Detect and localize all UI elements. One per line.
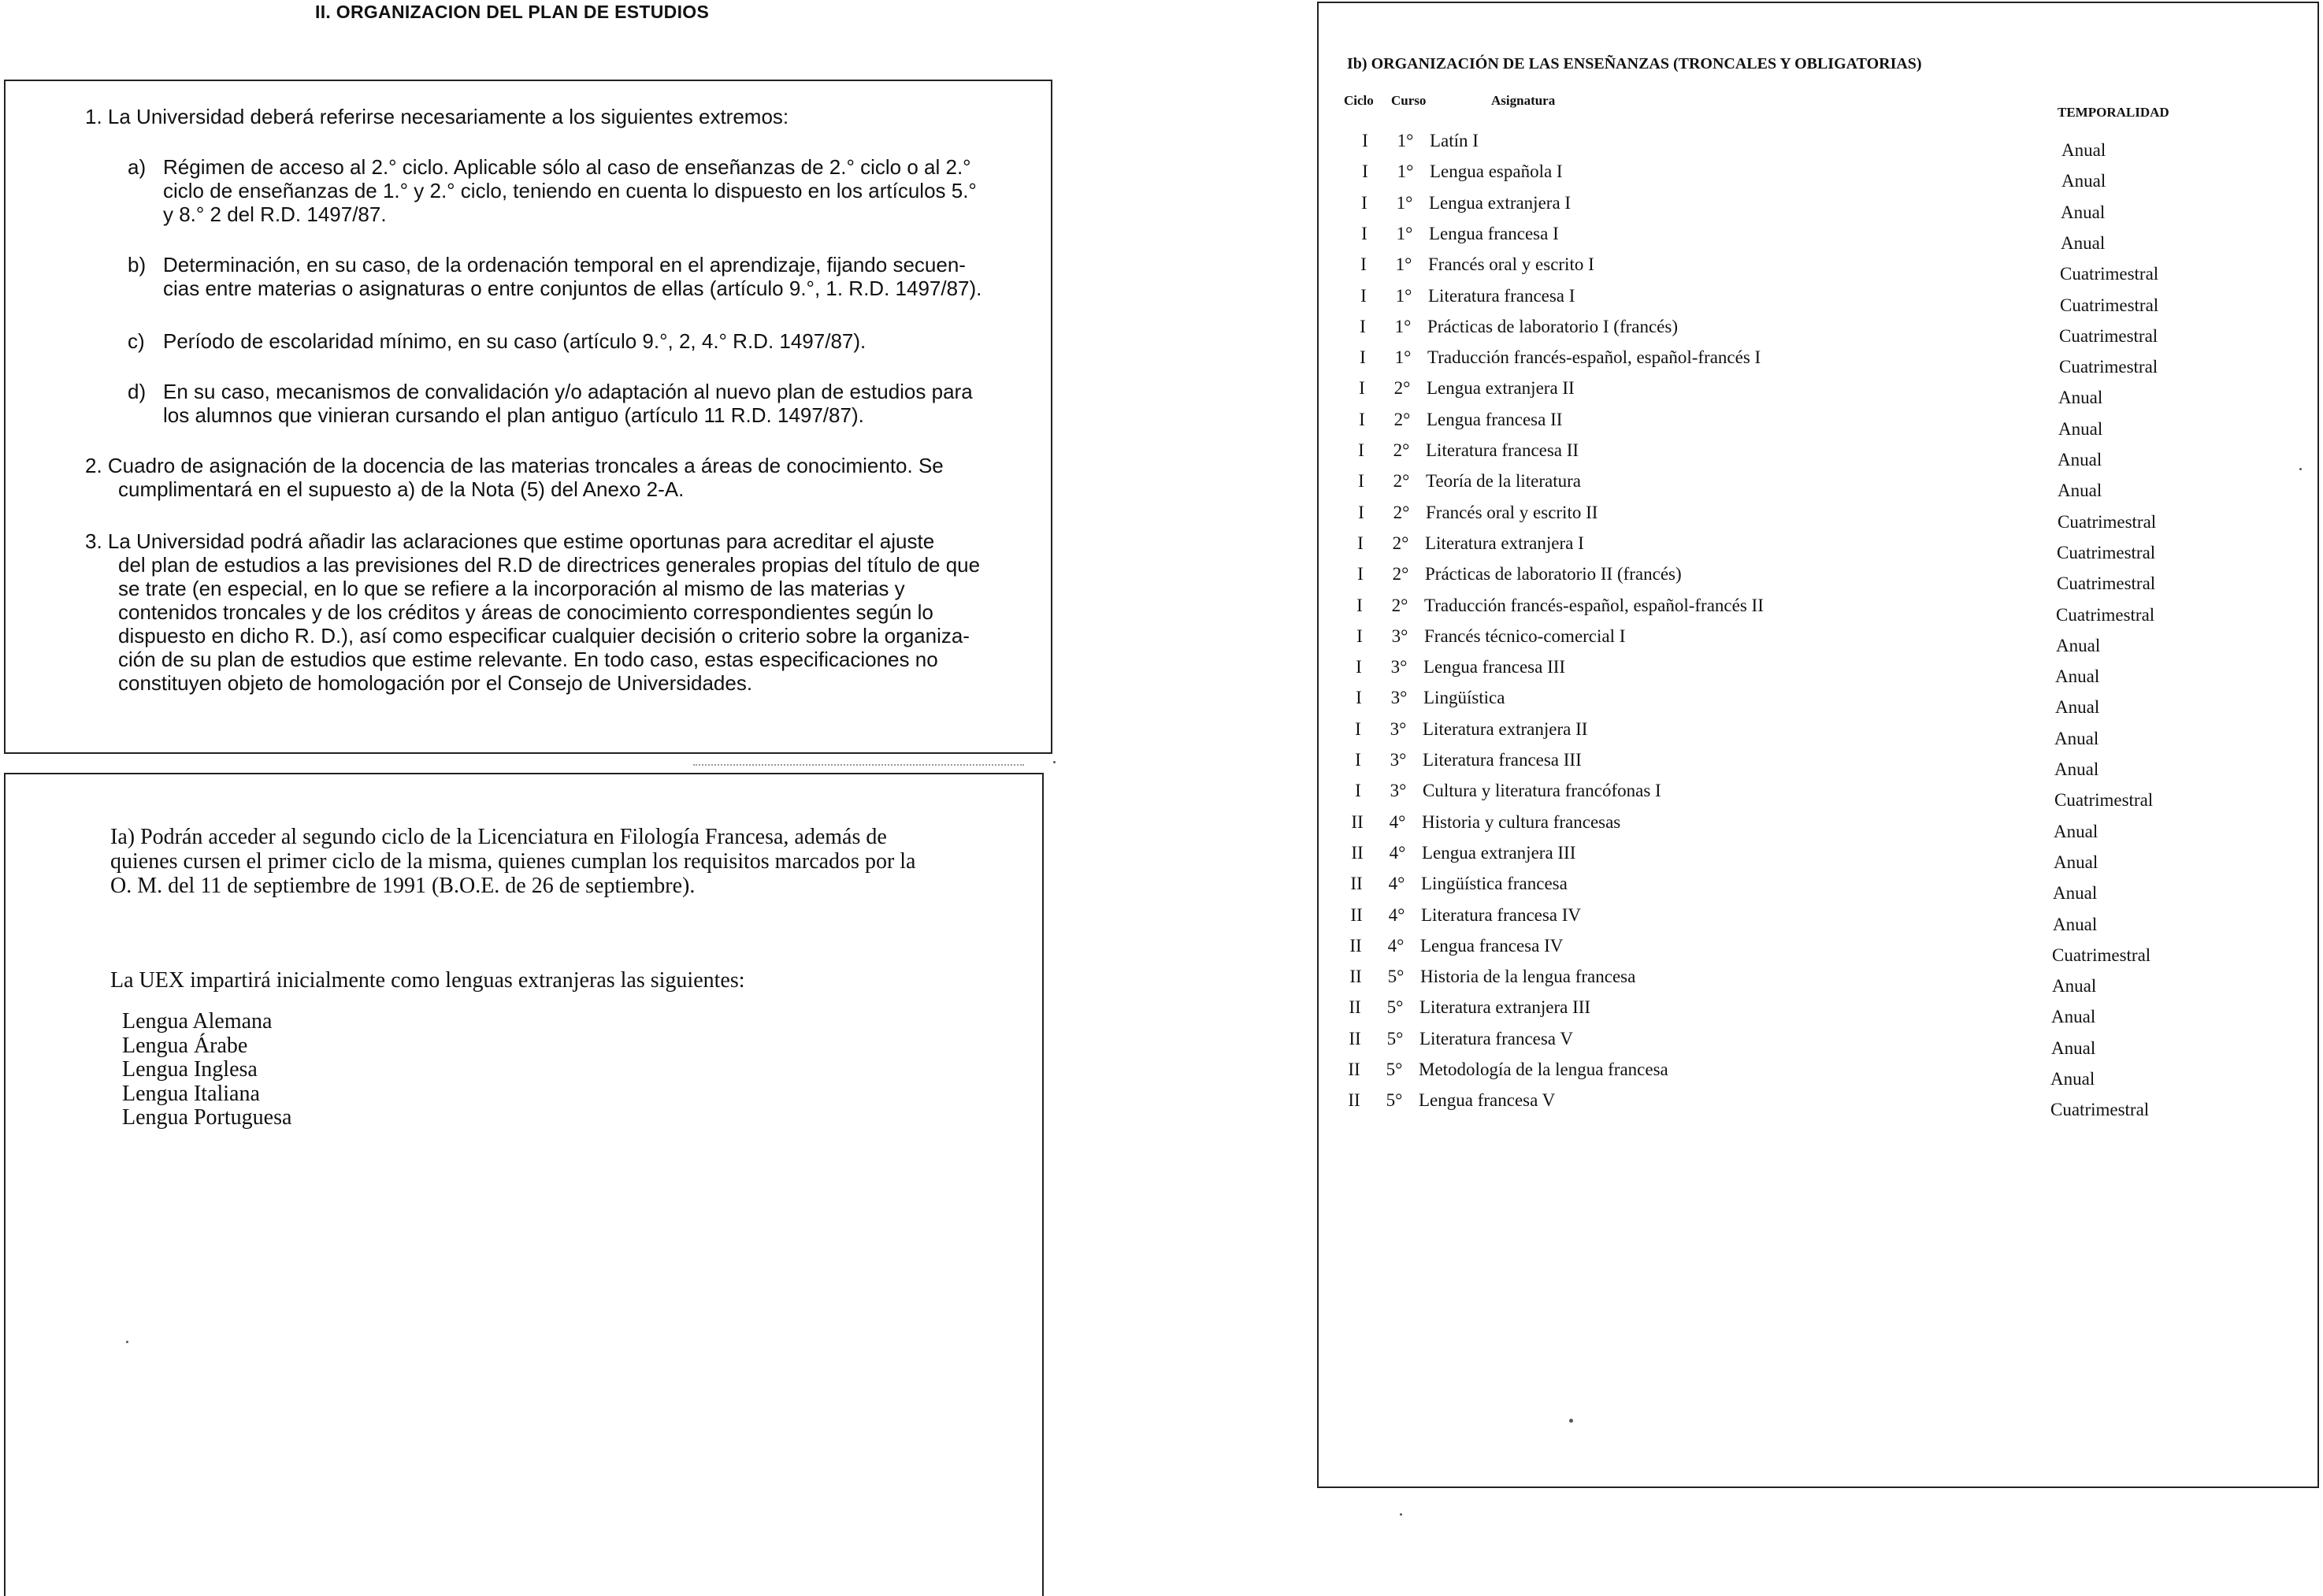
- scan-speck: [2299, 468, 2302, 470]
- table-cell-temporalidad: Anual: [2061, 171, 2106, 191]
- note-1-intro: 1. La Universidad deberá referirse necesariamente a los siguientes extremos:: [85, 105, 789, 128]
- table-cell-temporalidad: Anual: [2056, 635, 2101, 655]
- table-cell-asignatura: Historia de la lengua francesa: [1420, 967, 1636, 987]
- table-cell-asignatura: Cultura y literatura francófonas I: [1423, 781, 1661, 801]
- scan-speck: [1053, 761, 1056, 763]
- table-cell-temporalidad: Anual: [2052, 976, 2097, 997]
- table-cell-ciclo: I: [1362, 161, 1368, 182]
- table-cell-curso: 4°: [1387, 935, 1405, 956]
- table-cell-asignatura: Literatura francesa V: [1419, 1028, 1573, 1049]
- table-cell-temporalidad: Anual: [2050, 1069, 2095, 1089]
- note-a-line: Régimen de acceso al 2.° ciclo. Aplicable sólo al caso de enseñanzas de 2.° ciclo o al 2.°: [163, 155, 971, 179]
- table-cell-curso: 5°: [1387, 967, 1405, 987]
- table-cell-asignatura: Latín I: [1430, 131, 1479, 150]
- note-a-line: y 8.° 2 del R.D. 1497/87.: [163, 202, 387, 226]
- header-temporalidad: TEMPORALIDAD: [2058, 105, 2169, 120]
- table-cell-ciclo: II: [1349, 935, 1362, 956]
- table-cell-temporalidad: Anual: [2053, 883, 2098, 904]
- table-cell-curso: 1°: [1394, 316, 1412, 336]
- table-cell-curso: 1°: [1397, 131, 1414, 150]
- table-cell-temporalidad: Anual: [2054, 821, 2098, 841]
- table-cell-temporalidad: Cuatrimestral: [2056, 604, 2155, 625]
- table-cell-asignatura: Lengua francesa II: [1427, 409, 1563, 429]
- note-d-line: los alumnos que vinieran cursando el plan antiguo (artículo 11 R.D. 1497/87).: [163, 403, 864, 427]
- table-cell-curso: 5°: [1386, 997, 1404, 1018]
- table-cell-temporalidad: Anual: [2055, 666, 2100, 687]
- table-cell-curso: 1°: [1395, 254, 1412, 275]
- scan-speck: [1569, 1419, 1573, 1423]
- table-cell-ciclo: II: [1351, 842, 1364, 863]
- note-b-line: Determinación, en su caso, de la ordenación temporal en el aprendizaje, fijando secuen-: [163, 253, 966, 277]
- table-cell-ciclo: I: [1355, 781, 1361, 801]
- table-cell-temporalidad: Cuatrimestral: [2050, 1100, 2150, 1120]
- table-cell-asignatura: Lengua extranjera III: [1422, 842, 1576, 863]
- table-cell-ciclo: I: [1356, 595, 1363, 615]
- table-cell-temporalidad: Cuatrimestral: [2060, 295, 2159, 315]
- table-cell-asignatura: Francés oral y escrito I: [1428, 254, 1594, 275]
- language-item: Lengua Alemana: [122, 1009, 273, 1034]
- table-cell-ciclo: I: [1355, 718, 1361, 739]
- note-c-line: Período de escolaridad mínimo, en su caso (artículo 9.°, 2, 4.° R.D. 1497/87).: [163, 329, 866, 353]
- table-cell-curso: 4°: [1388, 904, 1405, 925]
- table-cell-ciclo: I: [1358, 471, 1364, 492]
- table-cell-curso: 2°: [1392, 533, 1409, 553]
- note-a-label: a): [128, 155, 147, 179]
- table-cell-ciclo: I: [1359, 409, 1365, 429]
- table-cell-curso: 2°: [1393, 378, 1411, 399]
- language-item: Lengua Italiana: [122, 1081, 260, 1106]
- table-cell-temporalidad: Anual: [2055, 697, 2100, 718]
- table-cell-ciclo: I: [1356, 657, 1362, 677]
- table-cell-curso: 1°: [1397, 161, 1414, 182]
- table-cell-ciclo: II: [1350, 874, 1363, 894]
- table-cell-temporalidad: Anual: [2051, 1037, 2096, 1058]
- table-cell-curso: 3°: [1390, 688, 1408, 708]
- table-cell-temporalidad: Anual: [2058, 418, 2103, 439]
- note-3-line: 3. La Universidad podrá añadir las aclaraciones que estime oportunas para acreditar el ajuste: [85, 529, 935, 553]
- table-cell-ciclo: I: [1355, 750, 1361, 770]
- table-cell-asignatura: Traducción francés-español, español-francés I: [1427, 347, 1761, 368]
- table-cell-temporalidad: Cuatrimestral: [2054, 790, 2154, 811]
- table-cell-curso: 2°: [1393, 440, 1410, 460]
- table-cell-asignatura: Literatura extranjera II: [1423, 718, 1588, 739]
- table-cell-asignatura: Lengua francesa III: [1423, 657, 1566, 677]
- note-2-line: cumplimentará en el supuesto a) de la Nota (5) del Anexo 2-A.: [118, 477, 685, 501]
- note-3-line: ción de su plan de estudios que estime relevante. En todo caso, estas especificaciones no: [118, 648, 938, 671]
- table-cell-curso: 2°: [1393, 502, 1410, 522]
- note-c-label: c): [128, 329, 145, 353]
- access-paragraph-line: Ia) Podrán acceder al segundo ciclo de la Licenciatura en Filología Francesa, además de: [110, 825, 887, 849]
- table-cell-asignatura: Literatura extranjera I: [1425, 533, 1584, 553]
- table-cell-curso: 5°: [1386, 1090, 1403, 1111]
- language-item: Lengua Inglesa: [122, 1057, 258, 1082]
- table-cell-asignatura: Prácticas de laboratorio I (francés): [1427, 316, 1679, 336]
- note-d-line: En su caso, mecanismos de convalidación y/o adaptación al nuevo plan de estudios para: [163, 380, 973, 403]
- access-paragraph-line: O. M. del 11 de septiembre de 1991 (B.O.E. de 26 de septiembre).: [110, 874, 696, 898]
- table-cell-curso: 4°: [1389, 842, 1406, 863]
- table-cell-asignatura: Historia y cultura francesas: [1422, 811, 1621, 832]
- table-cell-asignatura: Traducción francés-español, español-francés II: [1424, 595, 1764, 615]
- table-cell-temporalidad: Cuatrimestral: [2059, 325, 2158, 346]
- table-cell-curso: 1°: [1395, 285, 1412, 306]
- table-cell-ciclo: II: [1349, 967, 1362, 987]
- language-item: Lengua Portuguesa: [122, 1105, 292, 1130]
- table-cell-temporalidad: Anual: [2058, 481, 2102, 501]
- table-cell-curso: 3°: [1391, 625, 1408, 646]
- table-cell-asignatura: Metodología de la lengua francesa: [1419, 1060, 1668, 1079]
- table-cell-asignatura: Lengua francesa I: [1429, 223, 1559, 243]
- table-cell-temporalidad: Cuatrimestral: [2058, 511, 2157, 532]
- page-title: II. ORGANIZACION DEL PLAN DE ESTUDIOS: [315, 2, 710, 22]
- table-cell-temporalidad: Cuatrimestral: [2060, 264, 2159, 284]
- table-cell-ciclo: I: [1361, 192, 1367, 213]
- table-cell-curso: 5°: [1386, 1028, 1404, 1049]
- table-cell-temporalidad: Anual: [2054, 852, 2098, 872]
- table-cell-ciclo: II: [1349, 997, 1361, 1018]
- table-cell-curso: 1°: [1396, 192, 1413, 213]
- table-cell-asignatura: Francés oral y escrito II: [1426, 502, 1598, 522]
- table-cell-ciclo: I: [1356, 625, 1363, 646]
- table-cell-curso: 2°: [1392, 564, 1409, 585]
- table-cell-asignatura: Literatura extranjera III: [1419, 997, 1591, 1018]
- table-cell-ciclo: II: [1348, 1060, 1360, 1079]
- table-cell-asignatura: Lengua española I: [1430, 161, 1563, 182]
- table-cell-temporalidad: Anual: [2053, 914, 2098, 934]
- note-3-line: se trate (en especial, en lo que se refiere a la incorporación al mismo de las materias y: [118, 577, 905, 600]
- table-cell-ciclo: I: [1358, 502, 1364, 522]
- table-cell-curso: 3°: [1390, 657, 1408, 677]
- header-asignatura: Asignatura: [1491, 93, 1556, 108]
- note-3-line: constituyen objeto de homologación por el Consejo de Universidades.: [118, 671, 753, 695]
- table-cell-curso: 4°: [1389, 811, 1406, 832]
- table-cell-temporalidad: Anual: [2058, 450, 2102, 470]
- languages-intro: La UEX impartirá inicialmente como lenguas extranjeras las siguientes:: [110, 968, 745, 993]
- table-cell-asignatura: Literatura francesa III: [1423, 750, 1582, 770]
- table-cell-curso: 4°: [1388, 874, 1405, 894]
- table-cell-temporalidad: Cuatrimestral: [2059, 357, 2158, 377]
- note-d-label: d): [128, 380, 147, 403]
- table-cell-curso: 1°: [1394, 347, 1412, 368]
- table-cell-ciclo: I: [1356, 688, 1362, 708]
- table-cell-ciclo: I: [1361, 223, 1367, 243]
- table-cell-asignatura: Literatura francesa II: [1426, 440, 1579, 460]
- table-cell-ciclo: I: [1359, 378, 1365, 399]
- table-cell-asignatura: Lengua extranjera I: [1429, 192, 1572, 213]
- table-cell-temporalidad: Cuatrimestral: [2052, 945, 2151, 965]
- table-cell-curso: 3°: [1390, 750, 1407, 770]
- table-cell-curso: 2°: [1393, 409, 1411, 429]
- table-cell-ciclo: I: [1360, 316, 1366, 336]
- table-cell-asignatura: Lengua extranjera II: [1427, 378, 1575, 399]
- table-cell-ciclo: II: [1348, 1090, 1360, 1111]
- table-cell-asignatura: Prácticas de laboratorio II (francés): [1425, 564, 1682, 585]
- table-cell-curso: 2°: [1393, 471, 1410, 492]
- table-cell-ciclo: I: [1358, 440, 1364, 460]
- table-cell-ciclo: I: [1360, 347, 1366, 368]
- language-item: Lengua Árabe: [122, 1033, 248, 1058]
- table-cell-ciclo: I: [1362, 131, 1368, 150]
- table-cell-temporalidad: Cuatrimestral: [2057, 542, 2156, 562]
- table-cell-asignatura: Francés técnico-comercial I: [1424, 625, 1626, 646]
- table-cell-asignatura: Literatura francesa I: [1428, 285, 1575, 306]
- scan-speck: [1400, 1513, 1402, 1516]
- table-cell-asignatura: Teoría de la literatura: [1426, 471, 1581, 492]
- note-b-line: cias entre materias o asignaturas o entre conjuntos de ellas (artículo 9.°, 1. R.D. 1497/87).: [163, 277, 982, 300]
- table-cell-asignatura: Literatura francesa IV: [1421, 904, 1582, 925]
- table-cell-temporalidad: Anual: [2054, 728, 2099, 748]
- note-3-line: contenidos troncales y de los créditos y áreas de conocimiento correspondientes según lo: [118, 600, 933, 624]
- table-cell-temporalidad: Anual: [2061, 140, 2106, 160]
- table-cell-ciclo: I: [1360, 254, 1367, 275]
- note-3-line: del plan de estudios a las previsiones del R.D de directrices generales propias del título de que: [118, 553, 981, 577]
- table-cell-ciclo: I: [1357, 533, 1364, 553]
- table-cell-ciclo: II: [1350, 904, 1363, 925]
- table-cell-temporalidad: Anual: [2061, 232, 2106, 253]
- table-cell-ciclo: I: [1360, 285, 1367, 306]
- header-curso: Curso: [1391, 93, 1427, 108]
- table-cell-curso: 3°: [1390, 718, 1407, 739]
- table-cell-curso: 5°: [1386, 1060, 1403, 1079]
- table-cell-asignatura: Lingüística: [1423, 688, 1505, 708]
- table-cell-ciclo: II: [1351, 811, 1364, 832]
- access-paragraph-line: quienes cursen el primer ciclo de la misma, quienes cumplan los requisitos marcados por la: [110, 849, 916, 874]
- note-a-line: ciclo de enseñanzas de 1.° y 2.° ciclo, teniendo en cuenta lo dispuesto en los artículos 5.°: [163, 179, 977, 202]
- table-cell-asignatura: Lengua francesa IV: [1420, 935, 1564, 956]
- table-cell-temporalidad: Anual: [2061, 202, 2106, 222]
- scan-speck: [126, 1341, 128, 1343]
- table-cell-curso: 3°: [1390, 781, 1407, 801]
- table-cell-ciclo: I: [1357, 564, 1364, 585]
- table-cell-asignatura: Lingüística francesa: [1421, 874, 1568, 894]
- table-cell-temporalidad: Cuatrimestral: [2057, 573, 2156, 594]
- table-cell-temporalidad: Anual: [2058, 388, 2103, 408]
- table-cell-asignatura: Lengua francesa V: [1419, 1090, 1556, 1111]
- table-cell-temporalidad: Anual: [2054, 759, 2099, 779]
- table-title: Ib) ORGANIZACIÓN DE LAS ENSEÑANZAS (TRONCALES Y OBLIGATORIAS): [1347, 55, 1922, 72]
- note-3-line: dispuesto en dicho R. D.), así como especificar cualquier decisión o criterio sobre la organiza-: [118, 624, 970, 648]
- table-cell-ciclo: II: [1349, 1028, 1361, 1049]
- note-b-label: b): [128, 253, 147, 277]
- table-cell-curso: 1°: [1396, 223, 1413, 243]
- header-ciclo: Ciclo: [1344, 93, 1374, 108]
- table-cell-temporalidad: Anual: [2051, 1007, 2096, 1027]
- note-2-line: 2. Cuadro de asignación de la docencia de las materias troncales a áreas de conocimiento. Se: [85, 454, 944, 477]
- table-cell-curso: 2°: [1391, 595, 1408, 615]
